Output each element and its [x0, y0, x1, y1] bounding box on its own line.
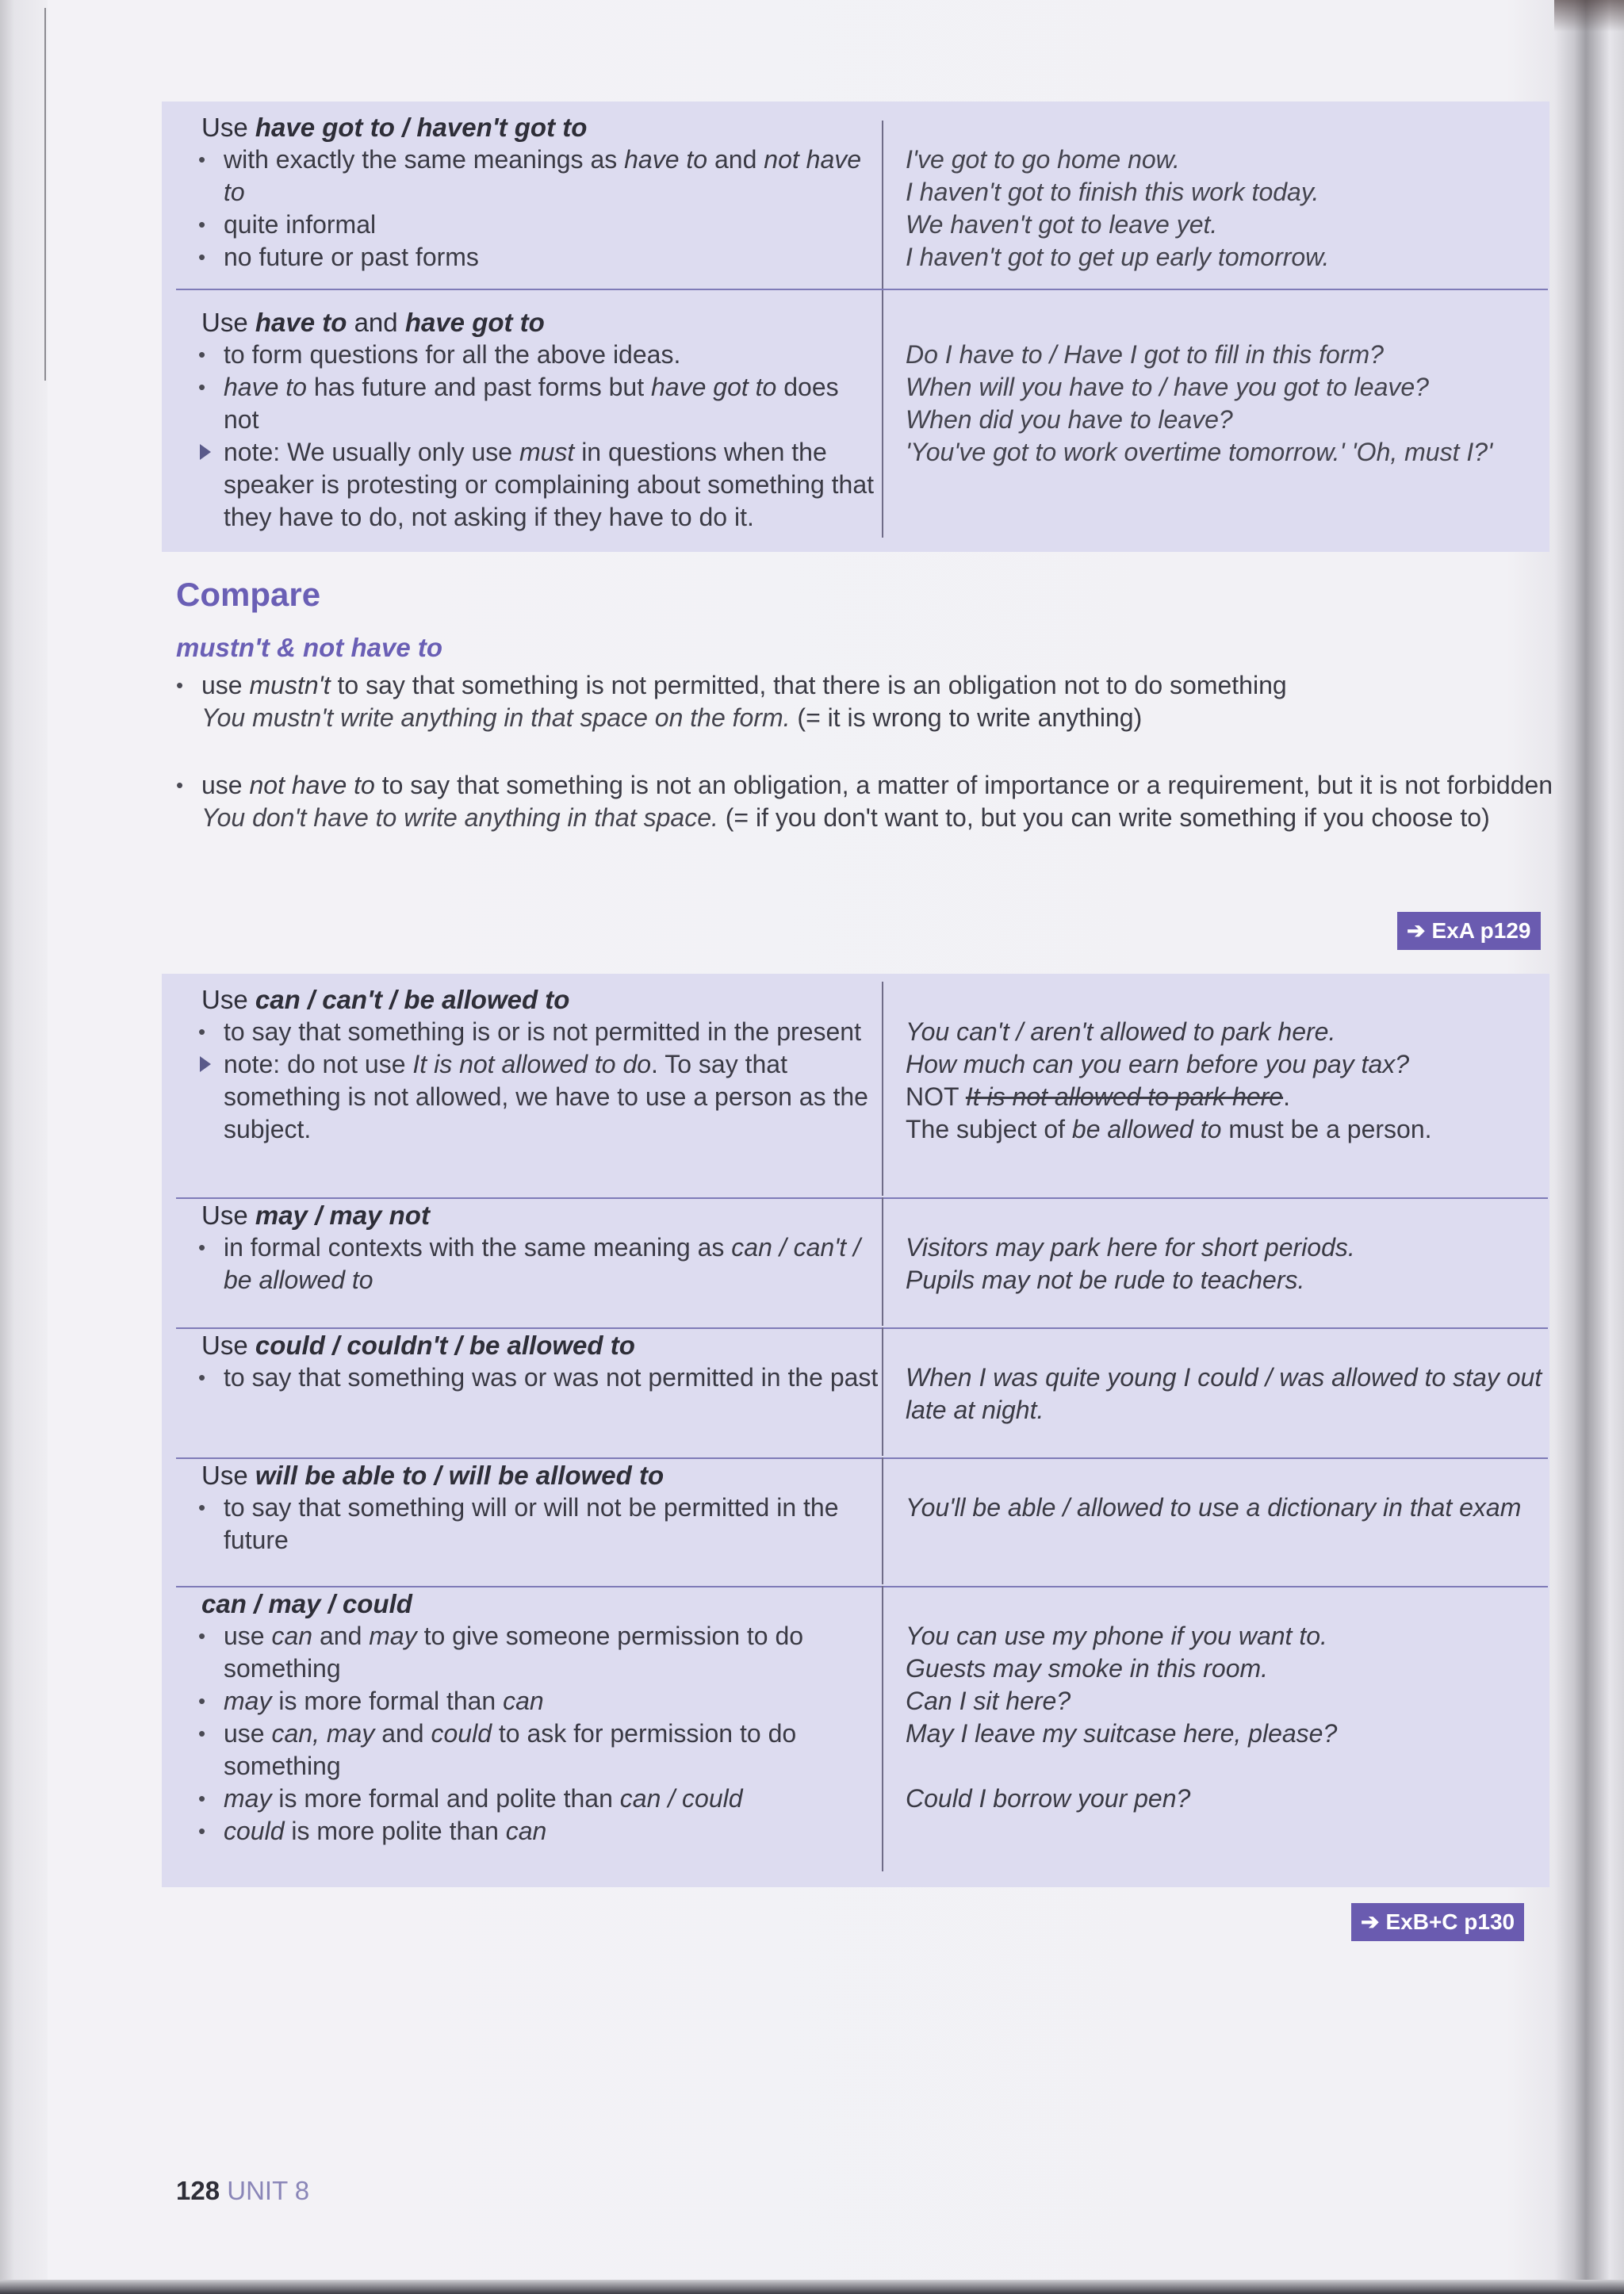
arrow-right-icon: ➔	[1407, 918, 1426, 943]
bullet-item	[198, 144, 880, 209]
example-sentence: We haven't got to leave yet.	[906, 210, 1218, 239]
column-divider	[882, 1327, 883, 1456]
page-number: 128	[176, 2176, 220, 2205]
rule-heading	[201, 1199, 880, 1231]
text: to say that something is not permitted, that there is an obligation not to do something	[330, 671, 1287, 699]
heading-part: Use	[201, 1331, 255, 1360]
text: is more polite than	[284, 1817, 506, 1845]
example-sentence	[906, 1264, 1556, 1296]
section-heading: Compare	[176, 576, 321, 613]
page-footer	[176, 2176, 309, 2206]
text: We usually only use	[287, 438, 519, 466]
text: may	[224, 1784, 272, 1813]
text: May I leave my suitcase here, please?	[906, 1719, 1338, 1748]
text: (= if you don't want to, but you can write something if you choose to)	[718, 803, 1490, 832]
page-edge	[0, 2280, 1624, 2294]
column-divider	[882, 1586, 883, 1871]
rule-heading	[201, 1587, 880, 1620]
text: is more formal than	[271, 1687, 504, 1715]
bullet-item	[198, 1620, 880, 1685]
bullet-item	[198, 241, 880, 274]
text: no future or past forms	[224, 243, 479, 271]
example-sentence: 'You've got to work overtime tomorrow.' 'Oh, must I?'	[906, 438, 1493, 466]
heading-part: have got to / haven't got to	[255, 113, 588, 142]
text: You can't / aren't allowed to park here.	[906, 1017, 1336, 1046]
bullet-item	[198, 1016, 880, 1048]
example: You don't have to write anything in that space.	[201, 803, 718, 832]
bullet-item	[198, 1685, 880, 1718]
text: may	[224, 1687, 272, 1715]
heading-part: Use	[201, 113, 255, 142]
text: Visitors may park here for short periods.	[906, 1233, 1355, 1262]
text: use	[201, 771, 250, 799]
text: is more formal and polite than	[271, 1784, 620, 1813]
example-sentence	[906, 1081, 1556, 1113]
spine-shadow	[1554, 0, 1624, 32]
text: in formal contexts with the same meaning as	[224, 1233, 732, 1262]
gutter-line	[44, 8, 46, 381]
bullet-item	[198, 1492, 880, 1557]
text: with exactly the same meanings as	[224, 145, 625, 174]
text: may	[369, 1622, 417, 1650]
text: could	[431, 1719, 492, 1748]
rule-column	[198, 1587, 880, 1848]
rule-heading	[201, 1459, 880, 1492]
text: Could I borrow your pen?	[906, 1784, 1191, 1813]
text: and	[707, 145, 764, 174]
rule-heading	[201, 983, 880, 1016]
example-sentence	[906, 1685, 1556, 1718]
example-sentence: I haven't got to finish this work today.	[906, 178, 1320, 206]
text: have to	[624, 145, 708, 174]
text: and	[374, 1719, 431, 1748]
exercise-reference[interactable]	[1351, 1903, 1524, 1941]
heading-part: Use	[201, 1201, 255, 1230]
example-sentence: When will you have to / have you got to leave?	[906, 373, 1429, 401]
text: can, may	[271, 1719, 375, 1748]
text: can	[505, 1817, 547, 1845]
text: be allowed to	[1071, 1115, 1222, 1143]
bullet-item	[198, 1231, 880, 1296]
text: to say that something is or is not permitted in the present	[224, 1017, 861, 1046]
bullet-item	[198, 1815, 880, 1848]
text: to form questions for all the above ideas.	[224, 340, 681, 369]
example-sentence: I haven't got to get up early tomorrow.	[906, 243, 1330, 271]
text: .	[1283, 1082, 1290, 1111]
text: could	[224, 1817, 285, 1845]
rule-column	[198, 1459, 880, 1557]
text: has future and past forms but	[306, 373, 651, 401]
rule-heading	[201, 111, 880, 144]
example-sentence	[906, 1113, 1556, 1146]
triangle-bullet-icon	[200, 1056, 211, 1072]
text: must be a person.	[1221, 1115, 1432, 1143]
column-divider	[882, 1457, 883, 1584]
note-item	[198, 1048, 880, 1146]
heading-part: Use	[201, 1461, 255, 1490]
text: use	[224, 1622, 272, 1650]
example-sentence	[906, 1718, 1556, 1750]
example-sentence	[906, 1048, 1556, 1081]
example-sentence	[906, 1653, 1556, 1685]
heading-part: and	[347, 308, 405, 337]
bullet-item	[198, 209, 880, 241]
text: use	[224, 1719, 272, 1748]
text: and	[312, 1622, 370, 1650]
example-sentence	[906, 1492, 1556, 1524]
heading-part: can / can't / be allowed to	[255, 985, 570, 1014]
section-subheading: mustn't & not have to	[176, 633, 443, 662]
rule-heading	[201, 1329, 880, 1361]
bullet-item	[198, 1718, 880, 1783]
compare-point-2	[176, 769, 1573, 834]
ref-label: ExB+C p130	[1385, 1909, 1515, 1934]
heading-part: Use	[201, 985, 255, 1014]
arrow-right-icon: ➔	[1361, 1909, 1380, 1934]
text: You'll be able / allowed to use a dictionary in that exam	[906, 1493, 1522, 1522]
text: use	[201, 671, 250, 699]
example-column	[906, 1361, 1556, 1427]
rule-column	[198, 1199, 880, 1296]
column-divider	[882, 290, 883, 538]
text: It is not allowed to park here	[965, 1082, 1284, 1111]
example-sentence	[906, 1620, 1556, 1653]
text: can / can't / be allowed to	[224, 1233, 860, 1294]
text: How much can you earn before you pay tax?	[906, 1050, 1410, 1078]
text: can / could	[619, 1784, 743, 1813]
text: can	[271, 1622, 313, 1650]
rule-column	[198, 111, 880, 274]
note-item	[198, 436, 880, 534]
unit-label: UNIT 8	[227, 2176, 310, 2205]
text: have to	[224, 373, 307, 401]
text: Guests may smoke in this room.	[906, 1654, 1269, 1683]
exercise-reference[interactable]	[1397, 912, 1541, 950]
heading-part: Use	[201, 308, 255, 337]
triangle-bullet-icon	[200, 444, 211, 460]
heading-part: may / may not	[255, 1201, 430, 1230]
example-sentence: I've got to go home now.	[906, 145, 1180, 174]
example-sentence	[906, 1361, 1556, 1427]
rule-column	[198, 983, 880, 1146]
heading-part: have to	[255, 308, 347, 337]
rule-column	[198, 1329, 880, 1394]
example-column	[906, 1620, 1556, 1815]
example-sentence: When did you have to leave?	[906, 405, 1233, 434]
text: have got to	[650, 373, 777, 401]
example-sentence	[906, 1016, 1556, 1048]
example-sentence	[906, 1750, 1556, 1783]
bullet-item	[198, 339, 880, 371]
example-sentence: Do I have to / Have I got to fill in this form?	[906, 340, 1384, 369]
example-column	[906, 1016, 1556, 1146]
text: must	[519, 438, 575, 466]
text: can	[503, 1687, 544, 1715]
example-column	[906, 1231, 1556, 1296]
text: to give someone permission to do something	[224, 1622, 804, 1683]
text: The subject of	[906, 1115, 1072, 1143]
example-column	[906, 339, 1556, 469]
text: to say that something was or was not permitted in the past	[224, 1363, 879, 1392]
heading-part: have got to	[404, 308, 545, 337]
text: Can I sit here?	[906, 1687, 1071, 1715]
text: Pupils may not be rude to teachers.	[906, 1266, 1305, 1294]
bullet-item	[198, 1783, 880, 1815]
rule-heading	[201, 306, 880, 339]
text: to say that something will or will not be permitted in the future	[224, 1493, 839, 1554]
heading-part: can / may / could	[201, 1589, 412, 1618]
example-sentence	[906, 1231, 1556, 1264]
column-divider	[882, 982, 883, 1196]
text: note:	[224, 1050, 288, 1078]
text: quite informal	[224, 210, 377, 239]
text: mustn't	[249, 671, 331, 699]
text: not have to	[249, 771, 375, 799]
text: NOT	[906, 1082, 966, 1111]
text: (= it is wrong to write anything)	[790, 703, 1143, 732]
text: It is not allowed to do	[412, 1050, 652, 1078]
example-sentence	[906, 1783, 1556, 1815]
text: not have to	[224, 145, 862, 206]
example-column	[906, 144, 1556, 274]
text: to say that something is not an obligation, a matter of importance or a requirement, but it is not forbidden	[374, 771, 1553, 799]
text: in questions when the speaker is protesting or complaining about something that they have to do, not asking if they have to do it.	[224, 438, 875, 531]
column-divider	[882, 1197, 883, 1326]
heading-part: will be able to / will be allowed to	[255, 1461, 665, 1490]
heading-part: could / couldn't / be allowed to	[255, 1331, 635, 1360]
bullet-item	[198, 371, 880, 436]
example-column	[906, 1492, 1556, 1524]
column-divider	[882, 121, 883, 289]
text: note:	[224, 438, 288, 466]
text: . To say that something is not allowed, we have to use a person as the subject.	[224, 1050, 868, 1143]
text: do not use	[287, 1050, 413, 1078]
text: You can use my phone if you want to.	[906, 1622, 1327, 1650]
example: You mustn't write anything in that space on the form.	[201, 703, 791, 732]
rule-column	[198, 306, 880, 534]
compare-point-1	[176, 669, 1573, 734]
text: to ask for permission to do something	[224, 1719, 797, 1780]
text: When I was quite young I could / was allowed to stay out late at night.	[906, 1363, 1542, 1424]
text: does not	[224, 373, 839, 434]
bullet-item	[198, 1361, 880, 1394]
ref-label: ExA p129	[1431, 918, 1531, 943]
page-gutter	[0, 0, 48, 2294]
